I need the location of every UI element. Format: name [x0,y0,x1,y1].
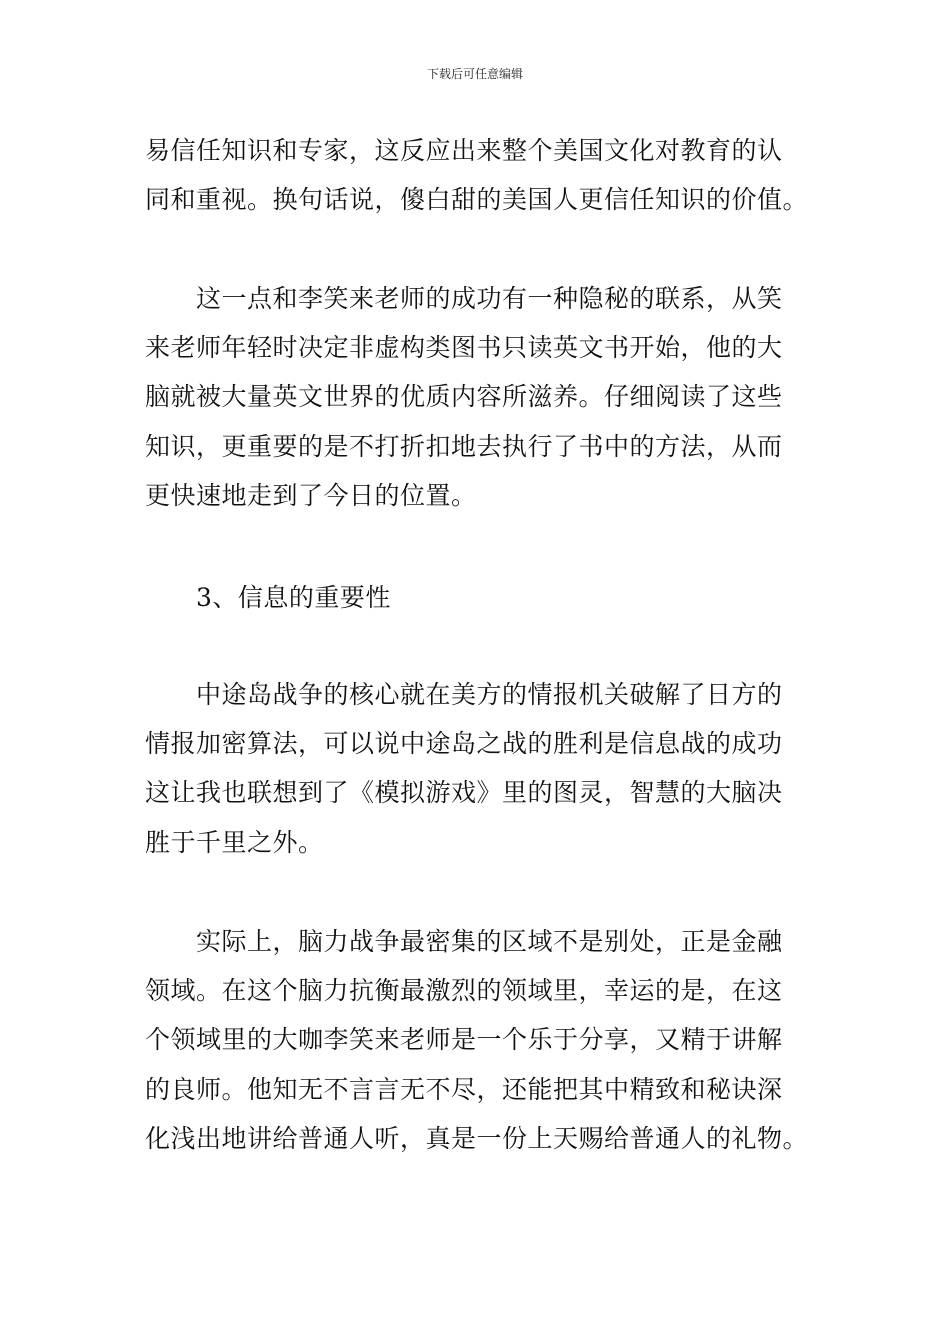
text-line: 胜于千里之外。 [145,828,324,857]
page-header: 下载后可任意编辑 [426,67,523,81]
text-line: 情报加密算法，可以说中途岛之战的胜利是信息战的成功 [145,729,783,758]
text-line: 化浅出地讲给普通人听，真是一份上天赐给普通人的礼物。 [145,1124,809,1153]
text-line: 这一点和李笑来老师的成功有一种隐秘的联系，从笑 [145,284,783,313]
text-line: 领域。在这个脑力抗衡最激烈的领域里，幸运的是，在这 [145,976,783,1005]
text-line: 实际上，脑力战争最密集的区域不是别处，正是金融 [145,927,783,956]
text-line: 知识，更重要的是不打折扣地去执行了书中的方法，从而 [145,432,783,461]
text-line: 同和重视。换句话说，傻白甜的美国人更信任知识的价值。 [145,185,809,214]
section-heading: 3、信息的重要性 [145,583,391,612]
text-line: 这让我也联想到了《模拟游戏》里的图灵，智慧的大脑决 [145,778,783,807]
text-line: 来老师年轻时决定非虚构类图书只读英文书开始，他的大 [145,333,783,362]
text-line: 易信任知识和专家，这反应出来整个美国文化对教育的认 [145,136,783,165]
text-line: 个领域里的大咖李笑来老师是一个乐于分享，又精于讲解 [145,1025,783,1054]
text-line: 的良师。他知无不言言无不尽，还能把其中精致和秘诀深 [145,1075,783,1104]
text-line: 更快速地走到了今日的位置。 [145,481,477,510]
text-line: 中途岛战争的核心就在美方的情报机关破解了日方的 [145,680,783,709]
text-line: 脑就被大量英文世界的优质内容所滋养。仔细阅读了这些 [145,382,783,411]
